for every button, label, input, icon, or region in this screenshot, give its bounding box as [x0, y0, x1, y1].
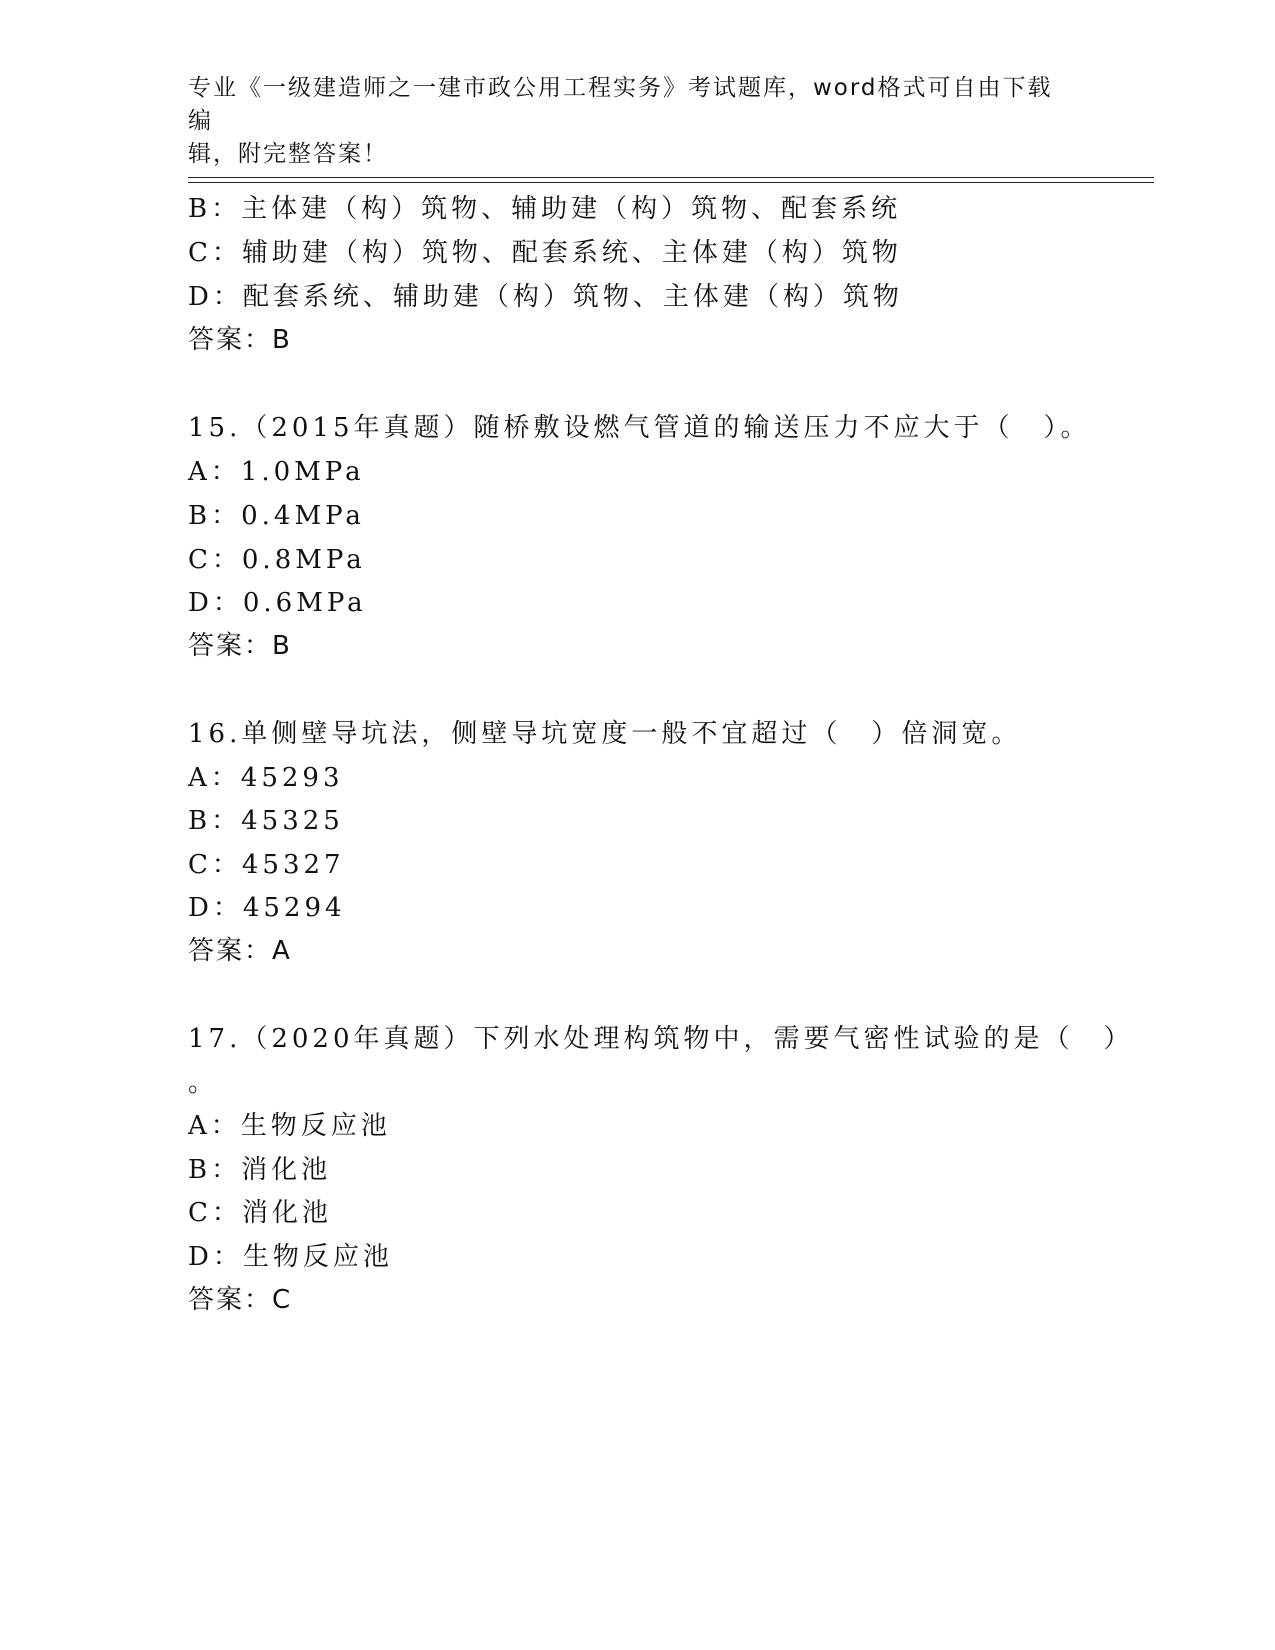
q16-answer: 答案：A — [188, 936, 292, 966]
q15-option-b: B：0.4MPa — [188, 501, 365, 531]
q17-option-c: C：消化池 — [188, 1198, 332, 1228]
q17-answer: 答案：C — [188, 1285, 293, 1315]
q16-option-d: D：45294 — [188, 893, 346, 923]
q15-option-d: D：0.6MPa — [188, 588, 367, 618]
header-line-1: 专业《一级建造师之一建市政公用工程实务》考试题库，word格式可自由下载编 — [188, 75, 1053, 134]
q14-option-d: D：配套系统、辅助建（构）筑物、主体建（构）筑物 — [188, 282, 903, 312]
q16-option-c: C：45327 — [188, 850, 345, 880]
q17-question: 17.（2020年真题）下列水处理构筑物中，需要气密性试验的是（ ） — [188, 1024, 1134, 1054]
q17-option-d: D：生物反应池 — [188, 1242, 393, 1272]
q16-option-a: A：45293 — [188, 763, 344, 793]
q17-question-continuation: 。 — [188, 1068, 219, 1098]
q14-option-b: B：主体建（构）筑物、辅助建（构）筑物、配套系统 — [188, 194, 902, 224]
q15-option-a: A：1.0MPa — [188, 457, 365, 487]
q17-option-b: B：消化池 — [188, 1155, 332, 1185]
header-divider-top — [188, 177, 1154, 178]
q15-answer: 答案：B — [188, 631, 292, 661]
q15-option-c: C：0.8MPa — [188, 545, 366, 575]
document-header — [188, 72, 1068, 171]
q17-option-a: A：生物反应池 — [188, 1111, 391, 1141]
q14-option-c: C：辅助建（构）筑物、配套系统、主体建（构）筑物 — [188, 238, 902, 268]
header-divider-bottom — [188, 182, 1154, 183]
q15-question: 15.（2015年真题）随桥敷设燃气管道的输送压力不应大于（ ）。 — [188, 413, 1091, 443]
q16-question: 16.单侧壁导坑法，侧壁导坑宽度一般不宜超过（ ）倍洞宽。 — [188, 719, 1022, 749]
header-line-2: 辑，附完整答案！ — [188, 141, 388, 167]
q14-answer: 答案：B — [188, 325, 292, 355]
q16-option-b: B：45325 — [188, 806, 344, 836]
